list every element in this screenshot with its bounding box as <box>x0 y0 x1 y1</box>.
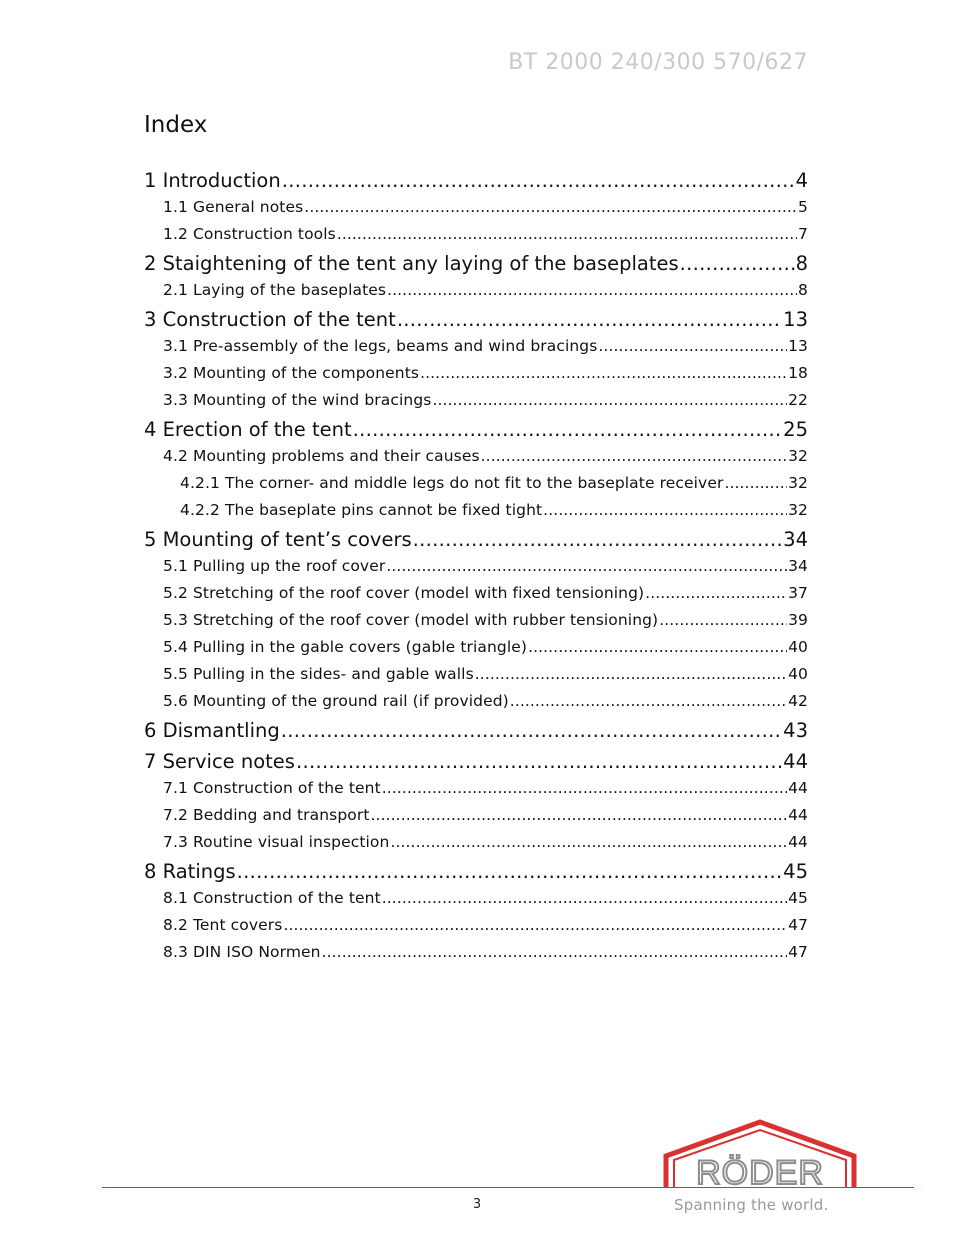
toc-page-number: 42 <box>788 692 808 710</box>
toc-dot-leader <box>337 221 797 248</box>
toc-page-number: 37 <box>788 584 808 602</box>
toc-page-number: 32 <box>788 501 808 519</box>
toc-dot-leader <box>598 333 787 360</box>
toc-entry-title: 8.3 DIN ISO Normen <box>163 943 321 961</box>
toc-entry-title: 5.2 Stretching of the roof cover (model with fixed tensioning) <box>163 584 645 602</box>
toc-dot-leader <box>382 885 787 912</box>
toc-page-number: 8 <box>795 252 808 275</box>
toc-dot-leader <box>397 306 782 333</box>
toc-page-number: 47 <box>788 916 808 934</box>
toc-dot-leader <box>387 277 797 304</box>
toc-entry-level-2[interactable] <box>144 661 808 688</box>
toc-page-number: 34 <box>783 528 808 551</box>
toc-dot-leader <box>382 775 787 802</box>
toc-entry-level-2[interactable] <box>144 688 808 715</box>
toc-entry-level-2[interactable] <box>144 333 808 360</box>
toc-entry-title: 4.2 Mounting problems and their causes <box>163 447 480 465</box>
toc-entry-level-2[interactable] <box>144 885 808 912</box>
toc-page-number: 25 <box>783 418 808 441</box>
toc-dot-leader <box>282 167 795 194</box>
toc-dot-leader <box>390 829 787 856</box>
toc-page-number: 44 <box>788 779 808 797</box>
toc-entry-title: 1.1 General notes <box>163 198 304 216</box>
toc-entry-level-2[interactable] <box>144 553 808 580</box>
toc-dot-leader <box>543 497 787 524</box>
toc-dot-leader <box>475 661 787 688</box>
toc-page-number: 4 <box>795 169 808 192</box>
toc-entry-title: 5.6 Mounting of the ground rail (if provided) <box>163 692 509 710</box>
toc-entry-level-1[interactable] <box>144 416 808 443</box>
toc-entry-level-2[interactable] <box>144 634 808 661</box>
toc-dot-leader <box>353 416 783 443</box>
toc-entry-level-2[interactable] <box>144 802 808 829</box>
toc-dot-leader <box>510 688 787 715</box>
toc-page-number: 44 <box>788 806 808 824</box>
toc-entry-title: 8.1 Construction of the tent <box>163 889 381 907</box>
toc-page-number: 13 <box>783 308 808 331</box>
toc-entry-title: 5.5 Pulling in the sides- and gable walls <box>163 665 474 683</box>
toc-entry-level-2[interactable] <box>144 912 808 939</box>
toc-page-number: 34 <box>788 557 808 575</box>
toc-dot-leader <box>420 360 787 387</box>
toc-page-number: 22 <box>788 391 808 409</box>
toc-entry-level-1[interactable] <box>144 306 808 333</box>
toc-page-number: 18 <box>788 364 808 382</box>
toc-dot-leader <box>645 580 787 607</box>
toc-dot-leader <box>481 443 787 470</box>
toc-entry-level-1[interactable] <box>144 167 808 194</box>
toc-entry-title: 3 Construction of the tent <box>144 308 396 331</box>
toc-dot-leader <box>413 526 783 553</box>
toc-page-number: 8 <box>798 281 808 299</box>
toc-dot-leader <box>237 858 783 885</box>
toc-page-number: 40 <box>788 665 808 683</box>
toc-entry-level-1[interactable] <box>144 717 808 744</box>
toc-page-number: 40 <box>788 638 808 656</box>
toc-entry-level-2[interactable] <box>144 775 808 802</box>
toc-entry-title: 2 Staightening of the tent any laying of the baseplates <box>144 252 679 275</box>
document-title: BT 2000 240/300 570/627 <box>508 50 808 75</box>
toc-entry-title: 5.4 Pulling in the gable covers (gable triangle) <box>163 638 528 656</box>
index-heading: Index <box>144 112 208 138</box>
toc-entry-title: 8.2 Tent covers <box>163 916 283 934</box>
toc-entry-level-3[interactable] <box>144 497 808 524</box>
toc-entry-title: 7 Service notes <box>144 750 295 773</box>
toc-dot-leader <box>724 470 787 497</box>
toc-entry-title: 4 Erection of the tent <box>144 418 352 441</box>
toc-page-number: 44 <box>783 750 808 773</box>
logo-wordmark: RÖDER <box>696 1154 824 1192</box>
toc-entry-title: 4.2.1 The corner- and middle legs do not fit to the baseplate receiver <box>180 474 724 492</box>
toc-entry-title: 7.1 Construction of the tent <box>163 779 381 797</box>
toc-entry-title: 3.1 Pre-assembly of the legs, beams and wind bracings <box>163 337 598 355</box>
toc-entry-title: 7.2 Bedding and transport <box>163 806 370 824</box>
toc-page-number: 43 <box>783 719 808 742</box>
toc-entry-level-2[interactable] <box>144 360 808 387</box>
toc-dot-leader <box>386 553 787 580</box>
toc-entry-level-2[interactable] <box>144 580 808 607</box>
roder-logo <box>660 1118 860 1194</box>
toc-entry-level-1[interactable] <box>144 250 808 277</box>
toc-page-number: 32 <box>788 474 808 492</box>
toc-dot-leader <box>283 912 787 939</box>
toc-page-number: 5 <box>798 198 808 216</box>
toc-dot-leader <box>296 748 782 775</box>
toc-dot-leader <box>528 634 787 661</box>
toc-page-number: 39 <box>788 611 808 629</box>
toc-page-number: 45 <box>788 889 808 907</box>
toc-page-number: 7 <box>798 225 808 243</box>
toc-page-number: 13 <box>788 337 808 355</box>
toc-dot-leader <box>304 194 797 221</box>
toc-entry-level-2[interactable] <box>144 443 808 470</box>
toc-entry-title: 1.2 Construction tools <box>163 225 336 243</box>
toc-dot-leader <box>659 607 787 634</box>
toc-entry-title: 5 Mounting of tent’s covers <box>144 528 412 551</box>
toc-page-number: 44 <box>788 833 808 851</box>
toc-page-number: 45 <box>783 860 808 883</box>
toc-entry-title: 3.3 Mounting of the wind bracings <box>163 391 432 409</box>
toc-dot-leader <box>371 802 788 829</box>
toc-entry-title: 2.1 Laying of the baseplates <box>163 281 387 299</box>
toc-entry-level-3[interactable] <box>144 470 808 497</box>
toc-entry-level-1[interactable] <box>144 748 808 775</box>
toc-entry-title: 3.2 Mounting of the components <box>163 364 420 382</box>
toc-entry-title: 4.2.2 The baseplate pins cannot be fixed tight <box>180 501 543 519</box>
slogan: Spanning the world. <box>674 1196 829 1214</box>
toc-dot-leader <box>680 250 795 277</box>
toc-dot-leader <box>432 387 787 414</box>
toc-entry-level-2[interactable] <box>144 277 808 304</box>
toc-entry-level-2[interactable] <box>144 939 808 966</box>
toc-page-number: 47 <box>788 943 808 961</box>
toc-entry-level-1[interactable] <box>144 858 808 885</box>
page-number: 3 <box>472 1197 482 1212</box>
toc-page-number: 32 <box>788 447 808 465</box>
toc-entry-level-2[interactable] <box>144 607 808 634</box>
toc-entry-title: 6 Dismantling <box>144 719 280 742</box>
toc-entry-title: 7.3 Routine visual inspection <box>163 833 390 851</box>
toc-entry-title: 5.1 Pulling up the roof cover <box>163 557 386 575</box>
toc-dot-leader <box>322 939 787 966</box>
toc-entry-level-2[interactable] <box>144 221 808 248</box>
toc-entry-title: 1 Introduction <box>144 169 281 192</box>
toc-entry-title: 8 Ratings <box>144 860 236 883</box>
toc-entry-level-2[interactable] <box>144 194 808 221</box>
toc-entry-level-2[interactable] <box>144 387 808 414</box>
table-of-contents <box>144 165 808 966</box>
toc-entry-level-2[interactable] <box>144 829 808 856</box>
toc-entry-title: 5.3 Stretching of the roof cover (model with rubber tensioning) <box>163 611 659 629</box>
toc-dot-leader <box>281 717 782 744</box>
toc-entry-level-1[interactable] <box>144 526 808 553</box>
